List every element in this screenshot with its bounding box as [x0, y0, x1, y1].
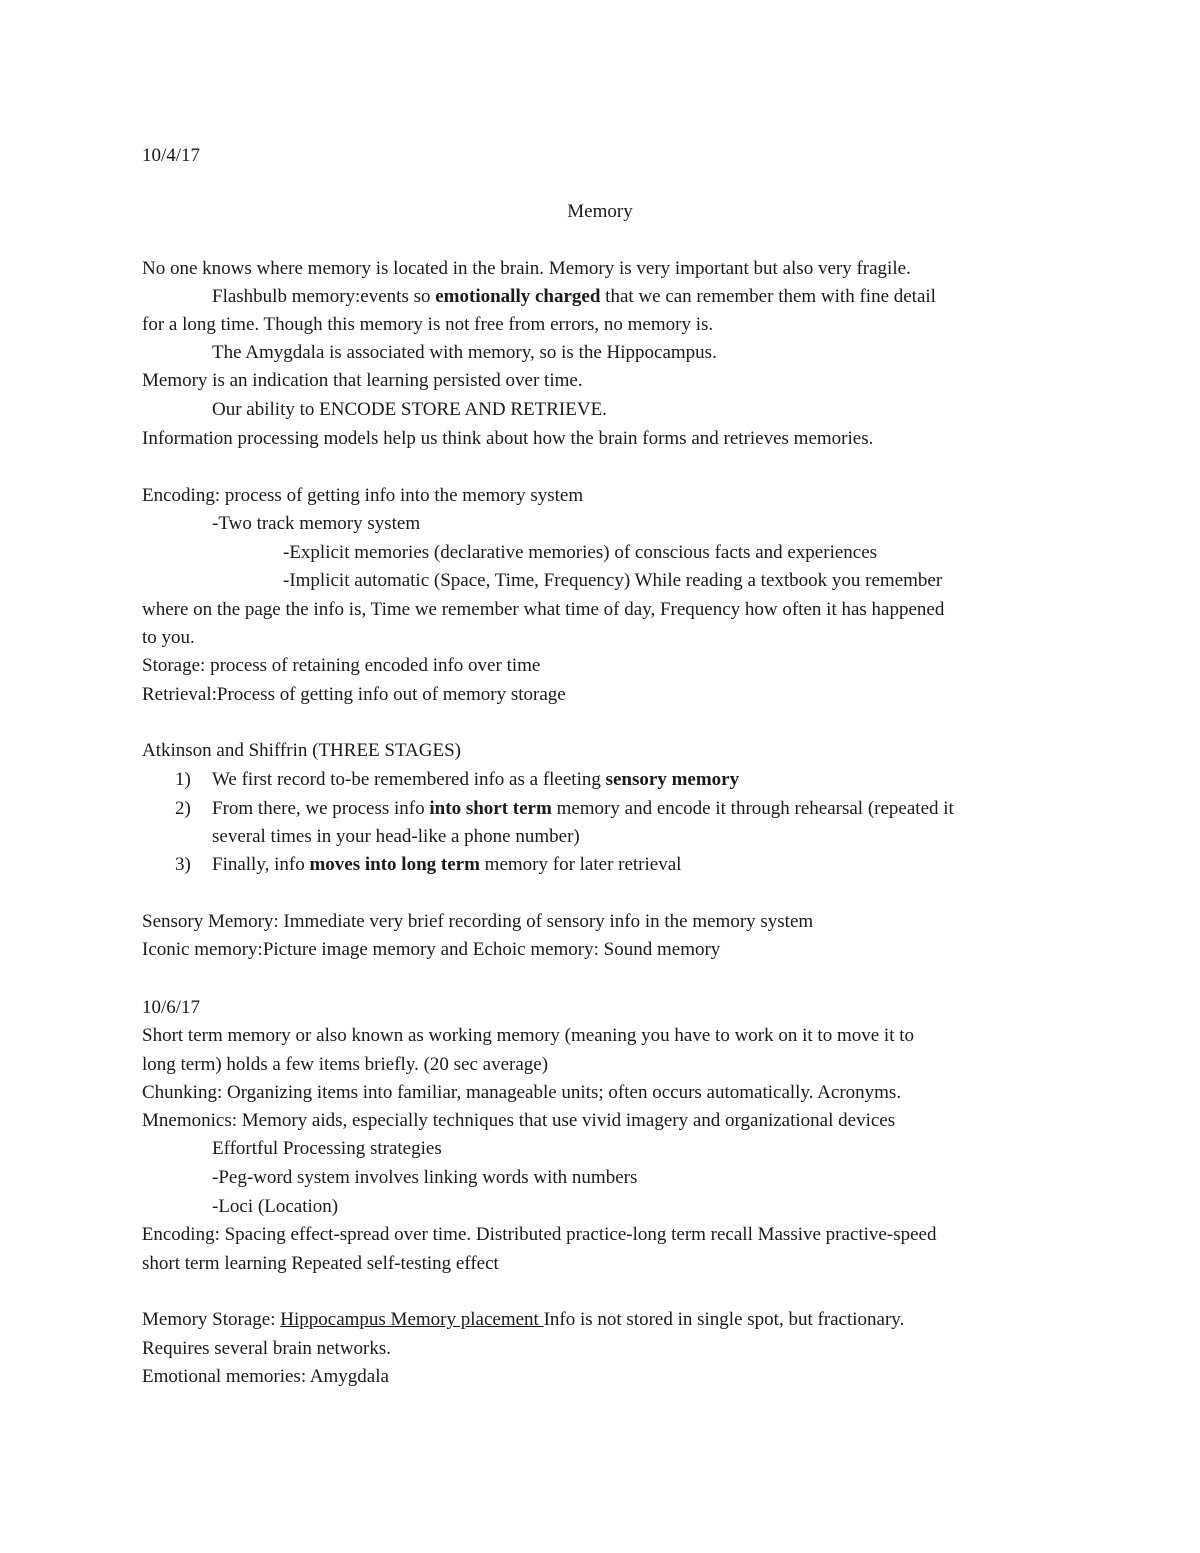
- paragraph: -Two track memory system: [212, 513, 421, 534]
- date-heading: 10/6/17: [142, 997, 201, 1018]
- text-run: From there, we process info: [212, 798, 430, 819]
- bold-text: sensory memory: [605, 769, 740, 790]
- paragraph: to you.: [142, 627, 195, 648]
- text-run: We first record to-be remembered info as a fleeting: [212, 769, 606, 790]
- paragraph: Encoding: process of getting info into the memory system: [142, 485, 584, 506]
- bold-text: emotionally charged: [435, 286, 601, 307]
- paragraph: Mnemonics: Memory aids, especially techniques that use vivid imagery and organizational devices: [142, 1110, 896, 1131]
- list-item-continuation: several times in your head-like a phone number): [212, 826, 580, 847]
- paragraph: Effortful Processing strategies: [212, 1138, 442, 1159]
- paragraph: -Explicit memories (declarative memories) of conscious facts and experiences: [283, 542, 878, 563]
- paragraph: Information processing models help us think about how the brain forms and retrieves memories.: [142, 428, 874, 449]
- paragraph: -Loci (Location): [212, 1196, 339, 1217]
- paragraph: Memory is an indication that learning persisted over time.: [142, 370, 583, 391]
- paragraph: Retrieval:Process of getting info out of memory storage: [142, 684, 566, 705]
- list-number: 3): [175, 854, 191, 875]
- paragraph: Iconic memory:Picture image memory and Echoic memory: Sound memory: [142, 939, 721, 960]
- bold-text: into short term: [429, 798, 552, 819]
- paragraph: Requires several brain networks.: [142, 1338, 392, 1359]
- list-number: 2): [175, 798, 191, 819]
- underlined-text: Hippocampus Memory placement: [280, 1309, 544, 1330]
- bold-text: moves into long term: [309, 854, 480, 875]
- paragraph: [142, 1308, 904, 1332]
- paragraph: Chunking: Organizing items into familiar, manageable units; often occurs automatically. Acronyms.: [142, 1082, 902, 1103]
- paragraph: Encoding: Spacing effect-spread over time. Distributed practice-long term recall Massive practive-speed: [137, 1224, 937, 1245]
- date-heading: 10/4/17: [142, 145, 201, 166]
- list-item: [212, 797, 954, 821]
- paragraph: -Implicit automatic (Space, Time, Frequency) While reading a textbook you remember: [283, 570, 943, 591]
- list-item: [212, 768, 739, 792]
- paragraph: Atkinson and Shiffrin (THREE STAGES): [142, 740, 462, 761]
- paragraph: Emotional memories: Amygdala: [142, 1366, 389, 1387]
- text-run: Info is not stored in single spot, but fractionary.: [543, 1309, 905, 1330]
- list-number: 1): [175, 769, 191, 790]
- paragraph: Storage: process of retaining encoded info over time: [142, 655, 541, 676]
- paragraph: for a long time. Though this memory is not free from errors, no memory is.: [142, 314, 714, 335]
- paragraph: Sensory Memory: Immediate very brief recording of sensory info in the memory system: [142, 911, 814, 932]
- text-run: memory for later retrieval: [479, 854, 682, 875]
- document-title: Memory: [567, 201, 633, 222]
- text-run: memory and encode it through rehearsal (repeated it: [551, 798, 954, 819]
- text-run: that we can remember them with fine detail: [600, 286, 936, 307]
- paragraph: Short term memory or also known as working memory (meaning you have to work on it to move it to: [142, 1025, 915, 1046]
- paragraph: where on the page the info is, Time we remember what time of day, Frequency how often it has happened: [142, 599, 945, 620]
- paragraph: short term learning Repeated self-testing effect: [142, 1253, 499, 1274]
- paragraph: -Peg-word system involves linking words with numbers: [212, 1167, 638, 1188]
- paragraph: Our ability to ENCODE STORE AND RETRIEVE.: [212, 399, 607, 420]
- paragraph: long term) holds a few items briefly. (20 sec average): [142, 1054, 549, 1075]
- paragraph: The Amygdala is associated with memory, so is the Hippocampus.: [212, 342, 717, 363]
- paragraph: No one knows where memory is located in the brain. Memory is very important but also very fragile.: [142, 258, 911, 279]
- paragraph: [212, 285, 936, 309]
- list-item: [212, 853, 681, 877]
- text-run: Flashbulb memory:events so: [212, 286, 436, 307]
- text-run: Memory Storage:: [142, 1309, 281, 1330]
- text-run: Finally, info: [212, 854, 310, 875]
